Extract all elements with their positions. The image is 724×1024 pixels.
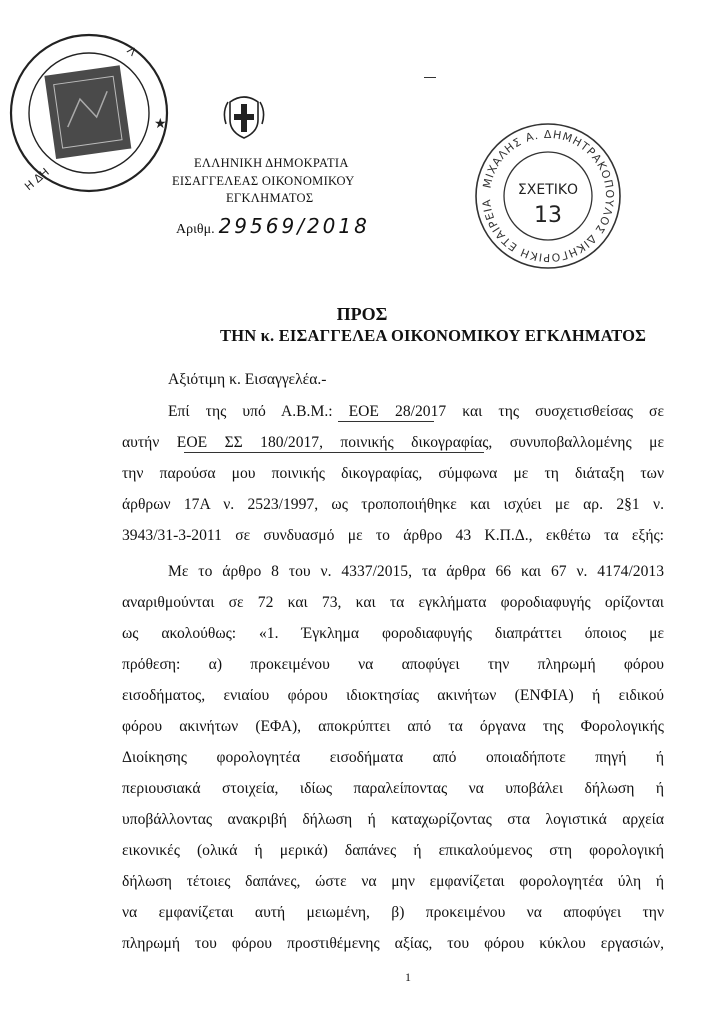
body-line: αναριθμούνται σε 72 και 73, και τα εγκλήματα φοροδιαφυγής ορίζονται — [122, 594, 664, 611]
svg-text:Η ΔΗ: Η ΔΗ — [22, 165, 52, 194]
body-line: δήλωση τέτοιες δαπάνες, ώστε να μην εμφανίζεται φορολογητέα ύλη ή — [122, 873, 664, 890]
body-line: εισοδήματος, ενιαίου φόρου ιδιοκτησίας ακινήτων (ΕΝΦΙΑ) ή ειδικού — [122, 687, 664, 704]
body-line: 3943/31-3-2011 σε συνδυασμό με το άρθρο 43 Κ.Π.Δ., εκθέτω τα εξής: — [122, 527, 664, 544]
protocol-number-row — [176, 214, 370, 238]
address-recipient: ΤΗΝ κ. ΕΙΣΑΓΓΕΛΕΑ ΟΙΚΟΝΟΜΙΚΟΥ ΕΓΚΛΗΜΑΤΟΣ — [220, 326, 647, 345]
body-line: Επί της υπό Α.Β.Μ.: ΕΟΕ 28/2017 και της συσχετισθείσας σε — [168, 403, 664, 420]
body-line: υποβάλλοντας ανακριβή δήλωση ή καταχωρίζοντας στα λογιστικά αρχεία — [122, 811, 664, 828]
office-heading-line2: ΕΓΚΛΗΜΑΤΟΣ — [226, 191, 314, 205]
body-line: φόρου ακινήτων (ΕΦΑ), αποκρύπτει από τα όργανα της Φορολογικής — [122, 718, 664, 735]
body-line: εικονικές (ολικά ή μερικά) δαπάνες ή επικαλούμενος στη φορολογική — [122, 842, 664, 859]
greek-coat-of-arms-icon — [222, 94, 266, 140]
body-line: περιουσιακά στοιχεία, ιδίως παραλείποντας να υποβάλει δήλωση ή — [122, 780, 664, 797]
dash-mark — [424, 77, 436, 78]
salutation: Αξιότιμη κ. Εισαγγελέα.- — [168, 371, 327, 388]
stamp-ring-text: ΜΙΧΑΛΗΣ Α. ΔΗΜΗΤΡΑΚΟΠΟΥΛΟΣ ΔΙΚΗΓΟΡΙΚΗ ΕΤΑΙΡΕΙΑ — [479, 127, 617, 265]
stamp-number: 13 — [534, 203, 562, 228]
body-line: να εμφανίζεται αυτή μειωμένη, β) προκειμένου να αποφύγει την — [122, 904, 664, 921]
office-heading-line1: ΕΙΣΑΓΓΕΛΕΑΣ ΟΙΚΟΝΟΜΙΚΟΥ — [172, 174, 355, 188]
body-line: ως ακολούθως: «1. Έγκλημα φοροδιαφυγής διαπράττει όποιος με — [122, 625, 664, 642]
underline-mark — [338, 421, 434, 422]
protocol-label: Αριθμ. — [176, 222, 215, 237]
body-line: Με το άρθρο 8 του ν. 4337/2015, τα άρθρα 66 και 67 ν. 4174/2013 — [168, 563, 664, 580]
left-seal-stamp — [4, 28, 174, 198]
protocol-number: 29569/2018 — [218, 214, 370, 238]
body-line: άρθρων 17Α ν. 2523/1997, ως τροποποιήθηκε και ισχύει με αρ. 2§1 ν. — [122, 496, 664, 513]
body-line: πληρωμή του φόρου προστιθέμενης αξίας, του φόρου κύκλου εργασιών, — [122, 935, 664, 952]
body-line: πρόθεση: α) προκειμένου να αποφύγει την πληρωμή φόρου — [122, 656, 664, 673]
page-number: 1 — [405, 970, 411, 984]
republic-heading: ΕΛΛΗΝΙΚΗ ΔΗΜΟΚΡΑΤΙΑ — [194, 156, 349, 170]
law-firm-stamp — [470, 118, 626, 274]
underline-mark — [184, 452, 484, 453]
stamp-label: ΣΧΕΤΙΚΟ — [517, 182, 579, 198]
body-line: αυτήν ΕΟΕ ΣΣ 180/2017, ποινικής δικογραφίας, συνυποβαλλομένης με — [122, 434, 664, 451]
body-line: Διοίκησης φορολογητέα εισοδήματα από οποιαδήποτε πηγή ή — [122, 749, 664, 766]
svg-text:Λ: Λ — [124, 43, 139, 59]
svg-text:★: ★ — [154, 117, 167, 132]
address-to: ΠΡΟΣ — [336, 304, 388, 324]
body-line: την παρούσα μου ποινικής δικογραφίας, σύμφωνα με τη διάταξη των — [122, 465, 664, 482]
